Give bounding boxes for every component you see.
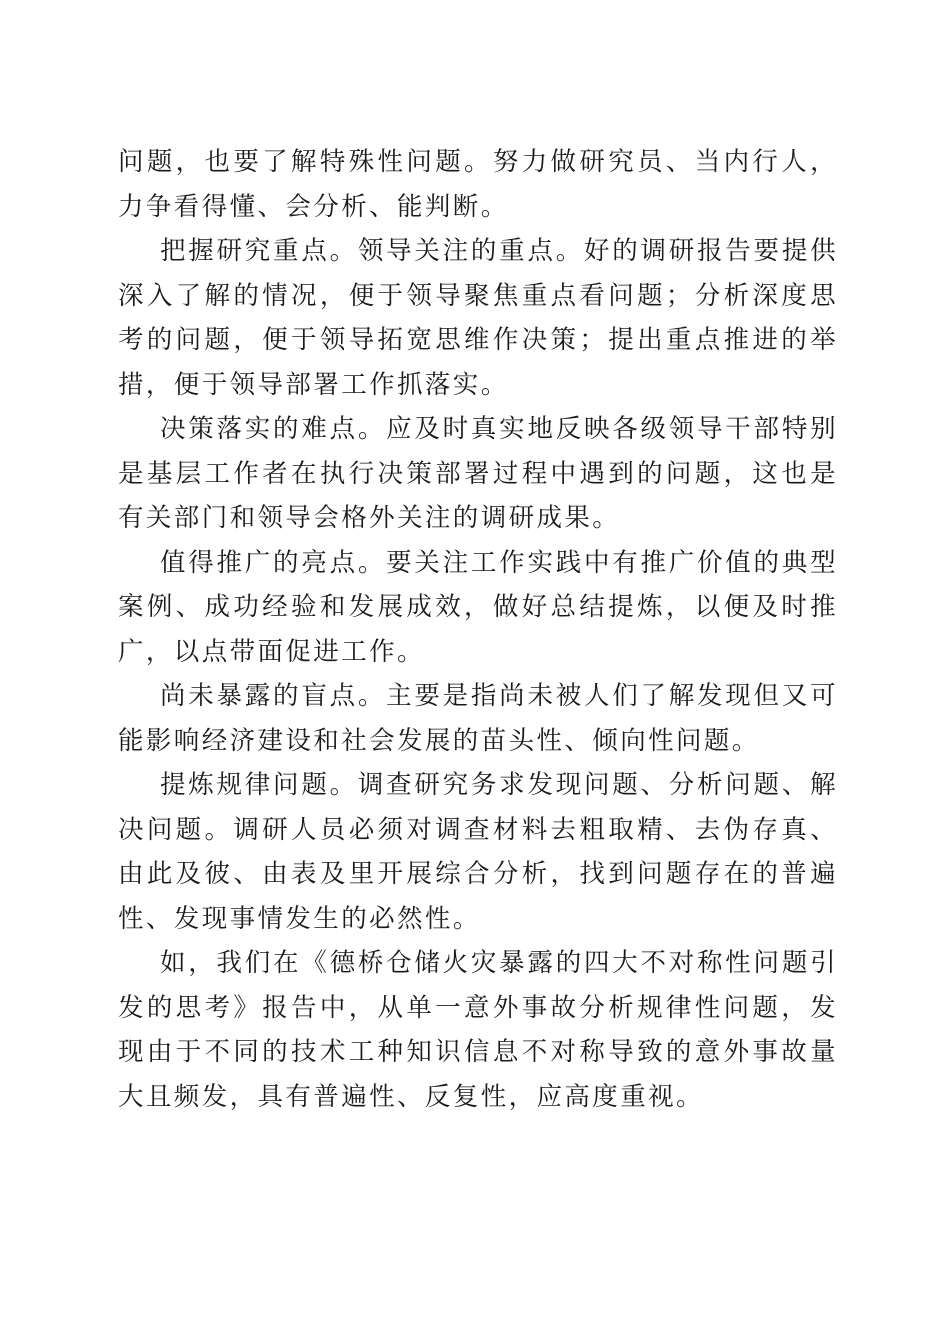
paragraph-example: 如，我们在《德桥仓储火灾暴露的四大不对称性问题引发的思考》报告中，从单一意外事故分析规律性问题，发现由于不同的技术工种知识信息不对称导致的意外事故量大且频发，具有普遍性、反复性，应高度重视。 bbox=[118, 948, 838, 1112]
paragraph-continuation: 问题，也要了解特殊性问题。努力做研究员、当内行人，力争看得懂、会分析、能判断。 bbox=[118, 147, 838, 222]
document-body bbox=[118, 140, 838, 1119]
paragraph-research-focus: 把握研究重点。领导关注的重点。好的调研报告要提供深入了解的情况，便于领导聚焦重点看问题；分析深度思考的问题，便于领导拓宽思维作决策；提出重点推进的举措，便于领导部署工作抓落实。 bbox=[118, 236, 838, 400]
paragraph-highlights: 值得推广的亮点。要关注工作实践中有推广价值的典型案例、成功经验和发展成效，做好总结提炼，以便及时推广，以点带面促进工作。 bbox=[118, 547, 838, 667]
paragraph-blind-spots: 尚未暴露的盲点。主要是指尚未被人们了解发现但又可能影响经济建设和社会发展的苗头性、倾向性问题。 bbox=[118, 681, 838, 756]
paragraph-regularities: 提炼规律问题。调查研究务求发现问题、分析问题、解决问题。调研人员必须对调查材料去粗取精、去伪存真、由此及彼、由表及里开展综合分析，找到问题存在的普遍性、发现事情发生的必然性。 bbox=[118, 770, 838, 934]
paragraph-difficulties: 决策落实的难点。应及时真实地反映各级领导干部特别是基层工作者在执行决策部署过程中遇到的问题，这也是有关部门和领导会格外关注的调研成果。 bbox=[118, 414, 838, 533]
